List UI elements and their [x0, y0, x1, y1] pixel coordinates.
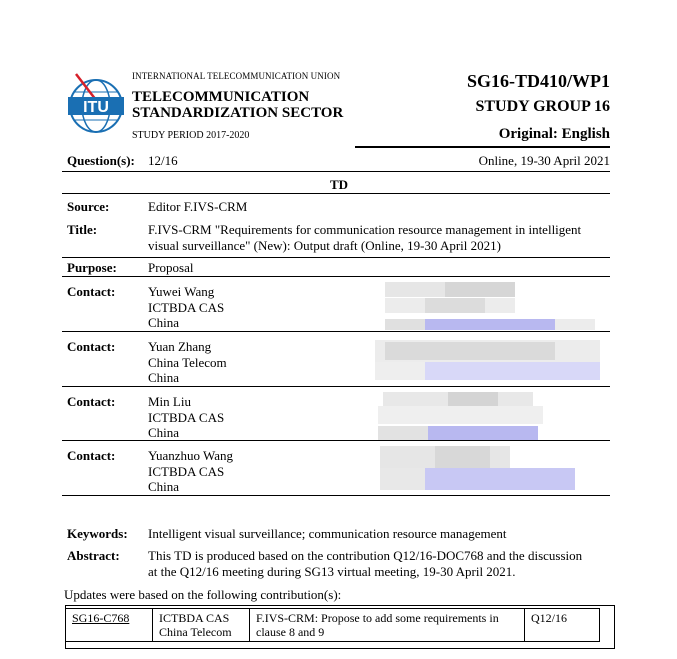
contribution-question: Q12/16: [525, 609, 600, 642]
title-value: [148, 222, 581, 253]
sector-name: [132, 89, 343, 121]
study-group: STUDY GROUP 16: [475, 98, 610, 115]
contribution-title: [250, 609, 525, 642]
contact-block: [148, 394, 224, 441]
contact-block: [148, 284, 224, 331]
contact-name: Yuan Zhang: [148, 339, 212, 354]
itu-logo: [66, 70, 128, 136]
contribution-table: [65, 608, 600, 642]
table-row: [66, 609, 600, 642]
abstract-line-1: This TD is produced based on the contribution Q12/16-DOC768 and the discussion: [148, 548, 583, 563]
header-divider: [355, 146, 610, 148]
keywords-label: Keywords:: [67, 526, 128, 541]
contribution-doc-link[interactable]: SG16-C768: [66, 609, 153, 642]
sector-line-1: TELECOMMUNICATION: [132, 89, 310, 105]
abstract-line-2: at the Q12/16 meeting during SG13 virtual meeting, 19-30 April 2021.: [148, 563, 516, 579]
contact-org: ICTBDA CAS: [148, 299, 225, 315]
contact-label: Contact:: [67, 448, 116, 463]
contribution-title-line-2: clause 8 and 9: [256, 625, 325, 639]
place-date: Online, 19-30 April 2021: [478, 153, 610, 168]
contact-org: China Telecom: [148, 354, 227, 370]
contact-country: China: [148, 370, 180, 385]
contribution-orgs: [153, 609, 250, 642]
contact-block: [148, 339, 227, 386]
union-name: INTERNATIONAL TELECOMMUNICATION UNION: [132, 71, 341, 81]
contact-country: China: [148, 315, 180, 330]
divider-td: [62, 193, 610, 194]
redacted-contact-info: [375, 340, 600, 380]
source-value: Editor F.IVS-CRM: [148, 199, 248, 214]
contact-block: [148, 448, 233, 495]
divider-purpose: [62, 276, 610, 277]
updates-text: Updates were based on the following contribution(s):: [64, 587, 342, 602]
study-period: STUDY PERIOD 2017-2020: [132, 130, 250, 141]
contact-org: ICTBDA CAS: [148, 409, 225, 425]
title-label: Title:: [67, 222, 98, 237]
abstract-label: Abstract:: [67, 548, 120, 563]
contact-org: ICTBDA CAS: [148, 463, 225, 479]
contact-name: Yuwei Wang: [148, 284, 215, 299]
abstract-value: [148, 548, 582, 579]
contact-name: Yuanzhuo Wang: [148, 448, 234, 463]
source-label: Source:: [67, 199, 110, 214]
purpose-value: Proposal: [148, 260, 194, 275]
redacted-contact-info: [385, 282, 595, 330]
divider-title: [62, 257, 610, 258]
contact-label: Contact:: [67, 284, 116, 299]
contact-label: Contact:: [67, 394, 116, 409]
contribution-org-2: China Telecom: [159, 625, 232, 639]
divider-contact-4: [62, 495, 610, 496]
divider-contact-2: [62, 386, 610, 387]
keywords-value: Intelligent visual surveillance; communication resource management: [148, 526, 507, 541]
redacted-contact-info: [380, 446, 580, 496]
contact-name: Min Liu: [148, 394, 191, 409]
purpose-label: Purpose:: [67, 260, 117, 275]
question-label: Question(s):: [67, 153, 135, 168]
contact-country: China: [148, 425, 180, 440]
contact-country: China: [148, 479, 180, 494]
divider-contact-3: [62, 440, 610, 441]
doc-number: SG16-TD410/WP1: [466, 71, 610, 91]
contact-label: Contact:: [67, 339, 116, 354]
logo-text: ITU: [83, 99, 109, 116]
redacted-contact-info: [378, 392, 548, 440]
contribution-org-1: ICTBDA CAS: [159, 611, 230, 625]
divider-contact-1: [62, 331, 610, 332]
question-value: 12/16: [148, 153, 178, 168]
sector-line-2: STANDARDIZATION SECTOR: [132, 105, 344, 121]
divider-question: [62, 171, 610, 172]
original-language: Original: English: [498, 126, 610, 142]
doc-type: TD: [330, 177, 349, 192]
title-line-1: F.IVS-CRM "Requirements for communication resource management in intelligent: [148, 222, 582, 237]
title-line-2: visual surveillance" (New): Output draft (Online, 19-30 April 2021): [148, 237, 501, 253]
contribution-title-line-1: F.IVS-CRM: Propose to add some requirements in: [256, 611, 499, 625]
